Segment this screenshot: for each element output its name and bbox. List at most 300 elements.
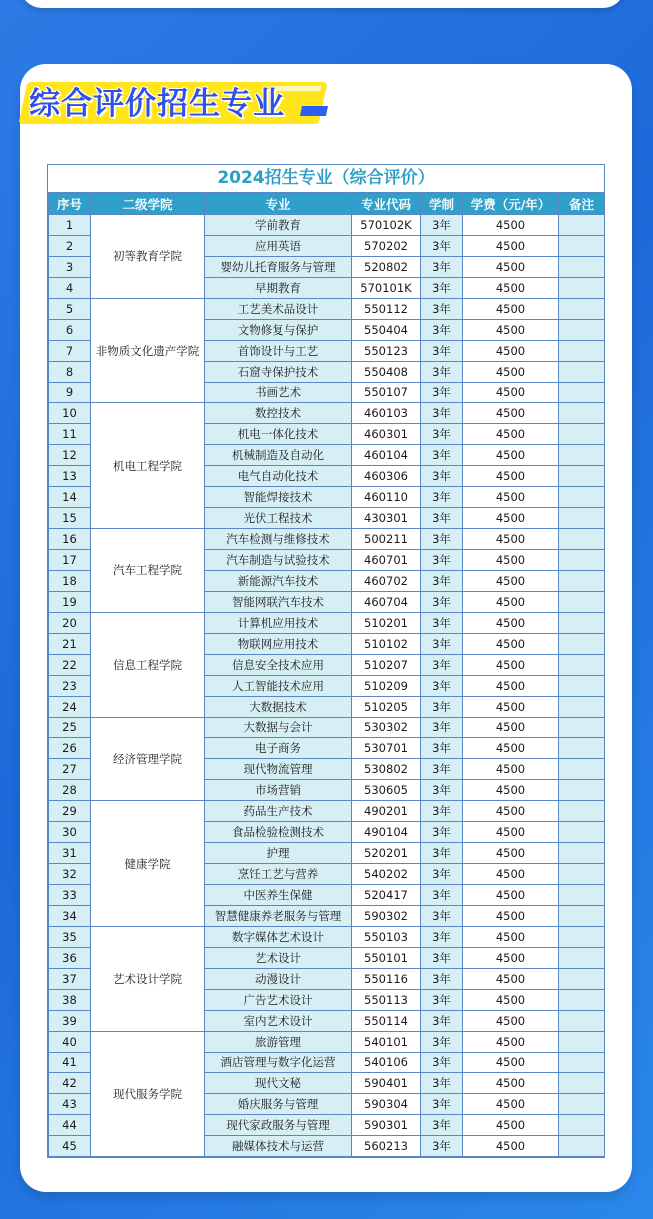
row-index: 6: [49, 319, 91, 340]
tuition: 4500: [463, 738, 559, 759]
major-code: 540106: [352, 1052, 421, 1073]
major-code: 520417: [352, 885, 421, 906]
header-college: 二级学院: [91, 194, 205, 215]
duration: 3年: [421, 738, 463, 759]
duration: 3年: [421, 1052, 463, 1073]
duration: 3年: [421, 1094, 463, 1115]
remarks: [559, 1052, 605, 1073]
duration: 3年: [421, 675, 463, 696]
major-name: 智能网联汽车技术: [205, 591, 352, 612]
tuition: 4500: [463, 1094, 559, 1115]
row-index: 30: [49, 822, 91, 843]
college-name: 信息工程学院: [91, 612, 205, 717]
major-name: 信息安全技术应用: [205, 654, 352, 675]
major-code: 530701: [352, 738, 421, 759]
duration: 3年: [421, 968, 463, 989]
major-code: 550116: [352, 968, 421, 989]
remarks: [559, 801, 605, 822]
title-accent-stripe: [300, 106, 328, 116]
table-row: [49, 529, 605, 550]
duration: 3年: [421, 1073, 463, 1094]
remarks: [559, 340, 605, 361]
row-index: 9: [49, 382, 91, 403]
row-index: 5: [49, 298, 91, 319]
row-index: 11: [49, 424, 91, 445]
remarks: [559, 382, 605, 403]
row-index: 44: [49, 1115, 91, 1136]
row-index: 32: [49, 864, 91, 885]
duration: 3年: [421, 298, 463, 319]
tuition: 4500: [463, 591, 559, 612]
remarks: [559, 822, 605, 843]
remarks: [559, 696, 605, 717]
remarks: [559, 654, 605, 675]
major-code: 510207: [352, 654, 421, 675]
remarks: [559, 675, 605, 696]
duration: 3年: [421, 843, 463, 864]
duration: 3年: [421, 654, 463, 675]
college-name: 健康学院: [91, 801, 205, 927]
row-index: 37: [49, 968, 91, 989]
remarks: [559, 1010, 605, 1031]
row-index: 15: [49, 508, 91, 529]
row-index: 34: [49, 905, 91, 926]
tuition: 4500: [463, 696, 559, 717]
major-name: 汽车检测与维修技术: [205, 529, 352, 550]
remarks: [559, 905, 605, 926]
tuition: 4500: [463, 885, 559, 906]
row-index: 20: [49, 612, 91, 633]
tuition: 4500: [463, 759, 559, 780]
major-code: 570101K: [352, 277, 421, 298]
major-name: 现代文秘: [205, 1073, 352, 1094]
remarks: [559, 529, 605, 550]
major-name: 物联网应用技术: [205, 633, 352, 654]
tuition: 4500: [463, 905, 559, 926]
tuition: 4500: [463, 529, 559, 550]
row-index: 18: [49, 570, 91, 591]
remarks: [559, 885, 605, 906]
top-card: [20, 0, 625, 8]
major-code: 590301: [352, 1115, 421, 1136]
remarks: [559, 717, 605, 738]
major-code: 550107: [352, 382, 421, 403]
major-name: 市场营销: [205, 780, 352, 801]
tuition: 4500: [463, 633, 559, 654]
tuition: 4500: [463, 550, 559, 571]
major-code: 570202: [352, 235, 421, 256]
major-code: 520201: [352, 843, 421, 864]
tuition: 4500: [463, 1115, 559, 1136]
major-code: 460103: [352, 403, 421, 424]
duration: 3年: [421, 256, 463, 277]
table-row: [49, 403, 605, 424]
tuition: 4500: [463, 361, 559, 382]
major-code: 570102K: [352, 215, 421, 236]
tuition: 4500: [463, 675, 559, 696]
header-tuition: 学费（元/年）: [463, 194, 559, 215]
remarks: [559, 570, 605, 591]
duration: 3年: [421, 696, 463, 717]
major-name: 药品生产技术: [205, 801, 352, 822]
row-index: 1: [49, 215, 91, 236]
tuition: 4500: [463, 319, 559, 340]
major-name: 艺术设计: [205, 947, 352, 968]
tuition: 4500: [463, 382, 559, 403]
duration: 3年: [421, 403, 463, 424]
major-name: 数控技术: [205, 403, 352, 424]
tuition: 4500: [463, 822, 559, 843]
header-index: 序号: [49, 194, 91, 215]
major-code: 460301: [352, 424, 421, 445]
major-code: 460702: [352, 570, 421, 591]
major-name: 现代物流管理: [205, 759, 352, 780]
remarks: [559, 1073, 605, 1094]
tuition: 4500: [463, 340, 559, 361]
major-name: 智慧健康养老服务与管理: [205, 905, 352, 926]
tuition: 4500: [463, 235, 559, 256]
major-code: 550408: [352, 361, 421, 382]
major-name: 烹饪工艺与营养: [205, 864, 352, 885]
table-row: [49, 1031, 605, 1052]
major-name: 融媒体技术与运营: [205, 1136, 352, 1157]
major-name: 机械制造及自动化: [205, 445, 352, 466]
major-name: 电气自动化技术: [205, 466, 352, 487]
remarks: [559, 612, 605, 633]
major-name: 早期教育: [205, 277, 352, 298]
duration: 3年: [421, 1115, 463, 1136]
row-index: 43: [49, 1094, 91, 1115]
remarks: [559, 319, 605, 340]
tuition: 4500: [463, 1010, 559, 1031]
duration: 3年: [421, 1031, 463, 1052]
major-code: 510102: [352, 633, 421, 654]
major-code: 520802: [352, 256, 421, 277]
duration: 3年: [421, 361, 463, 382]
tuition: 4500: [463, 298, 559, 319]
header-remarks: 备注: [559, 194, 605, 215]
remarks: [559, 403, 605, 424]
remarks: [559, 926, 605, 947]
duration: 3年: [421, 235, 463, 256]
tuition: 4500: [463, 424, 559, 445]
section-title-banner: [15, 72, 335, 126]
major-code: 550112: [352, 298, 421, 319]
row-index: 19: [49, 591, 91, 612]
duration: 3年: [421, 885, 463, 906]
major-code: 550114: [352, 1010, 421, 1031]
majors-table-container: [47, 164, 605, 1158]
duration: 3年: [421, 822, 463, 843]
major-name: 应用英语: [205, 235, 352, 256]
tuition: 4500: [463, 717, 559, 738]
college-name: 现代服务学院: [91, 1031, 205, 1157]
college-name: 经济管理学院: [91, 717, 205, 801]
duration: 3年: [421, 780, 463, 801]
tuition: 4500: [463, 989, 559, 1010]
major-name: 食品检验检测技术: [205, 822, 352, 843]
row-index: 41: [49, 1052, 91, 1073]
duration: 3年: [421, 864, 463, 885]
major-name: 酒店管理与数字化运营: [205, 1052, 352, 1073]
major-name: 大数据与会计: [205, 717, 352, 738]
header-duration: 学制: [421, 194, 463, 215]
duration: 3年: [421, 529, 463, 550]
tuition: 4500: [463, 864, 559, 885]
major-code: 590304: [352, 1094, 421, 1115]
row-index: 22: [49, 654, 91, 675]
row-index: 3: [49, 256, 91, 277]
major-name: 室内艺术设计: [205, 1010, 352, 1031]
remarks: [559, 864, 605, 885]
row-index: 40: [49, 1031, 91, 1052]
major-code: 550113: [352, 989, 421, 1010]
major-name: 学前教育: [205, 215, 352, 236]
duration: 3年: [421, 926, 463, 947]
duration: 3年: [421, 989, 463, 1010]
major-name: 新能源汽车技术: [205, 570, 352, 591]
duration: 3年: [421, 340, 463, 361]
major-code: 460104: [352, 445, 421, 466]
tuition: 4500: [463, 466, 559, 487]
major-name: 现代家政服务与管理: [205, 1115, 352, 1136]
tuition: 4500: [463, 947, 559, 968]
majors-table: [48, 193, 605, 1157]
remarks: [559, 843, 605, 864]
duration: 3年: [421, 487, 463, 508]
remarks: [559, 591, 605, 612]
duration: 3年: [421, 570, 463, 591]
tuition: 4500: [463, 1073, 559, 1094]
tuition: 4500: [463, 445, 559, 466]
header-code: 专业代码: [352, 194, 421, 215]
duration: 3年: [421, 905, 463, 926]
tuition: 4500: [463, 801, 559, 822]
major-code: 460704: [352, 591, 421, 612]
row-index: 16: [49, 529, 91, 550]
remarks: [559, 277, 605, 298]
tuition: 4500: [463, 1052, 559, 1073]
row-index: 42: [49, 1073, 91, 1094]
tuition: 4500: [463, 256, 559, 277]
tuition: 4500: [463, 277, 559, 298]
tuition: 4500: [463, 403, 559, 424]
duration: 3年: [421, 382, 463, 403]
remarks: [559, 1136, 605, 1157]
tuition: 4500: [463, 926, 559, 947]
major-name: 电子商务: [205, 738, 352, 759]
tuition: 4500: [463, 654, 559, 675]
row-index: 4: [49, 277, 91, 298]
row-index: 23: [49, 675, 91, 696]
major-code: 590401: [352, 1073, 421, 1094]
major-code: 460306: [352, 466, 421, 487]
remarks: [559, 759, 605, 780]
major-name: 护理: [205, 843, 352, 864]
row-index: 10: [49, 403, 91, 424]
tuition: 4500: [463, 968, 559, 989]
duration: 3年: [421, 550, 463, 571]
row-index: 29: [49, 801, 91, 822]
major-name: 汽车制造与试验技术: [205, 550, 352, 571]
duration: 3年: [421, 466, 463, 487]
major-name: 智能焊接技术: [205, 487, 352, 508]
row-index: 38: [49, 989, 91, 1010]
row-index: 8: [49, 361, 91, 382]
table-header-row: [49, 194, 605, 215]
major-code: 530802: [352, 759, 421, 780]
major-name: 光伏工程技术: [205, 508, 352, 529]
table-row: [49, 298, 605, 319]
major-name: 人工智能技术应用: [205, 675, 352, 696]
major-code: 540101: [352, 1031, 421, 1052]
section-title: 综合评价招生专业: [29, 86, 285, 122]
row-index: 31: [49, 843, 91, 864]
major-name: 中医养生保健: [205, 885, 352, 906]
tuition: 4500: [463, 843, 559, 864]
duration: 3年: [421, 508, 463, 529]
tuition: 4500: [463, 612, 559, 633]
major-code: 550404: [352, 319, 421, 340]
remarks: [559, 487, 605, 508]
major-code: 460110: [352, 487, 421, 508]
tuition: 4500: [463, 570, 559, 591]
major-name: 婚庆服务与管理: [205, 1094, 352, 1115]
row-index: 7: [49, 340, 91, 361]
major-name: 婴幼儿托育服务与管理: [205, 256, 352, 277]
duration: 3年: [421, 717, 463, 738]
table-row: [49, 717, 605, 738]
college-name: 汽车工程学院: [91, 529, 205, 613]
major-name: 数字媒体艺术设计: [205, 926, 352, 947]
major-code: 540202: [352, 864, 421, 885]
remarks: [559, 235, 605, 256]
college-name: 初等教育学院: [91, 215, 205, 299]
duration: 3年: [421, 424, 463, 445]
major-code: 530605: [352, 780, 421, 801]
row-index: 26: [49, 738, 91, 759]
row-index: 17: [49, 550, 91, 571]
row-index: 28: [49, 780, 91, 801]
duration: 3年: [421, 1010, 463, 1031]
remarks: [559, 1031, 605, 1052]
duration: 3年: [421, 1136, 463, 1157]
duration: 3年: [421, 445, 463, 466]
college-name: 非物质文化遗产学院: [91, 298, 205, 403]
tuition: 4500: [463, 1031, 559, 1052]
duration: 3年: [421, 947, 463, 968]
remarks: [559, 989, 605, 1010]
college-name: 机电工程学院: [91, 403, 205, 529]
major-code: 490104: [352, 822, 421, 843]
tuition: 4500: [463, 487, 559, 508]
remarks: [559, 947, 605, 968]
major-name: 广告艺术设计: [205, 989, 352, 1010]
major-code: 550123: [352, 340, 421, 361]
tuition: 4500: [463, 780, 559, 801]
table-row: [49, 801, 605, 822]
row-index: 21: [49, 633, 91, 654]
row-index: 14: [49, 487, 91, 508]
table-row: [49, 215, 605, 236]
remarks: [559, 780, 605, 801]
row-index: 39: [49, 1010, 91, 1031]
row-index: 36: [49, 947, 91, 968]
remarks: [559, 550, 605, 571]
header-major: 专业: [205, 194, 352, 215]
row-index: 45: [49, 1136, 91, 1157]
remarks: [559, 424, 605, 445]
major-name: 书画艺术: [205, 382, 352, 403]
remarks: [559, 633, 605, 654]
remarks: [559, 215, 605, 236]
tuition: 4500: [463, 215, 559, 236]
major-code: 490201: [352, 801, 421, 822]
duration: 3年: [421, 759, 463, 780]
remarks: [559, 1115, 605, 1136]
table-row: [49, 612, 605, 633]
major-code: 510205: [352, 696, 421, 717]
major-name: 首饰设计与工艺: [205, 340, 352, 361]
major-name: 石窟寺保护技术: [205, 361, 352, 382]
major-name: 计算机应用技术: [205, 612, 352, 633]
remarks: [559, 968, 605, 989]
major-code: 550101: [352, 947, 421, 968]
major-code: 460701: [352, 550, 421, 571]
major-name: 文物修复与保护: [205, 319, 352, 340]
remarks: [559, 508, 605, 529]
major-name: 工艺美术品设计: [205, 298, 352, 319]
major-code: 550103: [352, 926, 421, 947]
major-name: 旅游管理: [205, 1031, 352, 1052]
remarks: [559, 298, 605, 319]
duration: 3年: [421, 801, 463, 822]
row-index: 13: [49, 466, 91, 487]
major-name: 机电一体化技术: [205, 424, 352, 445]
tuition: 4500: [463, 1136, 559, 1157]
duration: 3年: [421, 277, 463, 298]
table-caption: 2024招生专业（综合评价）: [48, 165, 604, 193]
college-name: 艺术设计学院: [91, 926, 205, 1031]
row-index: 33: [49, 885, 91, 906]
major-code: 510209: [352, 675, 421, 696]
major-name: 动漫设计: [205, 968, 352, 989]
duration: 3年: [421, 319, 463, 340]
remarks: [559, 738, 605, 759]
major-code: 510201: [352, 612, 421, 633]
duration: 3年: [421, 633, 463, 654]
remarks: [559, 1094, 605, 1115]
row-index: 2: [49, 235, 91, 256]
major-code: 500211: [352, 529, 421, 550]
tuition: 4500: [463, 508, 559, 529]
remarks: [559, 361, 605, 382]
remarks: [559, 466, 605, 487]
row-index: 27: [49, 759, 91, 780]
row-index: 12: [49, 445, 91, 466]
row-index: 35: [49, 926, 91, 947]
major-code: 590302: [352, 905, 421, 926]
major-code: 560213: [352, 1136, 421, 1157]
major-name: 大数据技术: [205, 696, 352, 717]
table-body: [49, 215, 605, 1157]
duration: 3年: [421, 215, 463, 236]
remarks: [559, 445, 605, 466]
duration: 3年: [421, 612, 463, 633]
table-row: [49, 926, 605, 947]
row-index: 25: [49, 717, 91, 738]
row-index: 24: [49, 696, 91, 717]
